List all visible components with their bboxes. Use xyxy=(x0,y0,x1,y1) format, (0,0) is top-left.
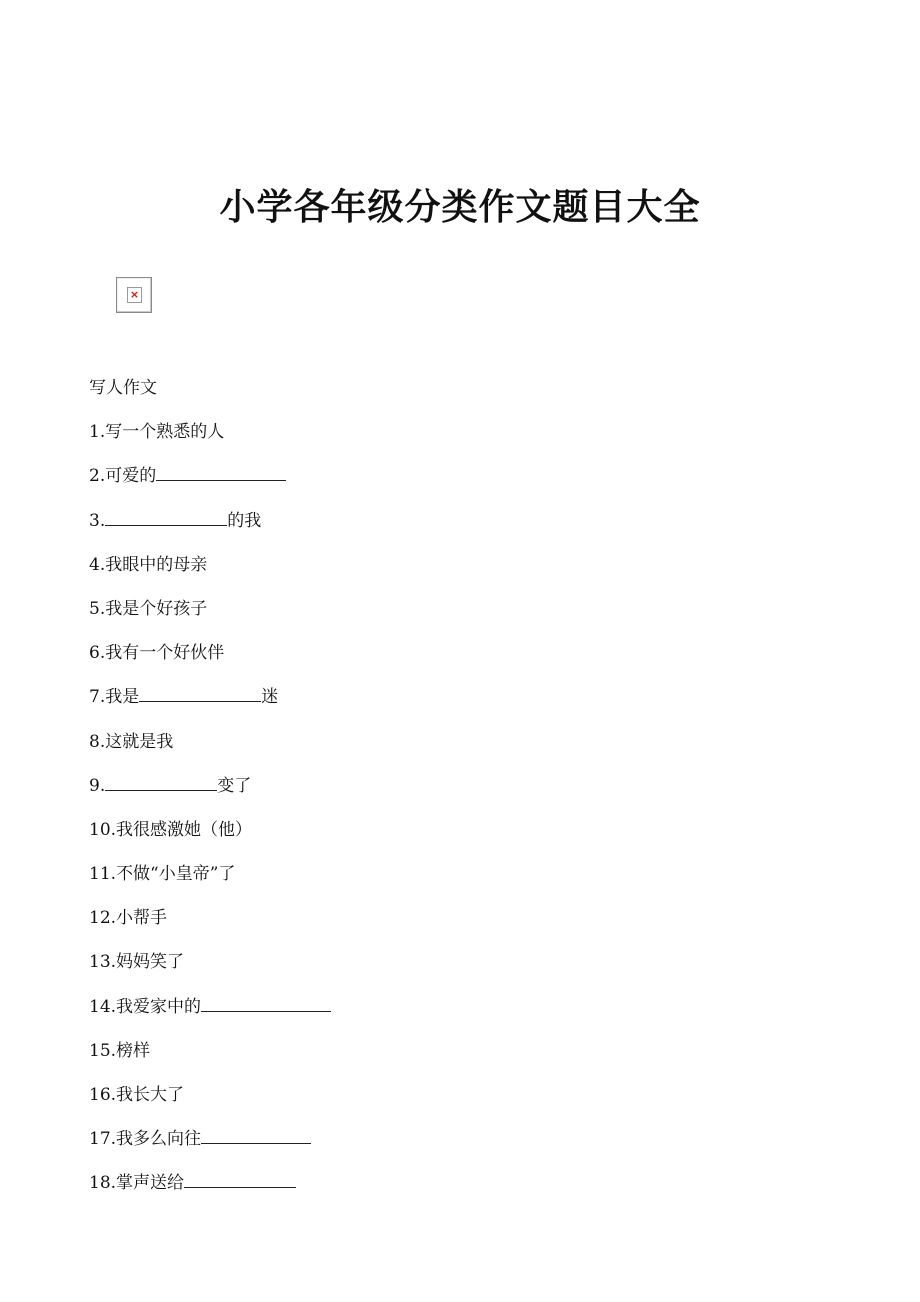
topic-text: 12.小帮手 xyxy=(89,908,168,929)
topic-item-8 xyxy=(89,730,849,774)
fill-in-blank xyxy=(105,774,217,791)
topic-text: 10.我很感激她（他） xyxy=(89,819,253,840)
topic-item-16 xyxy=(89,1083,849,1127)
topic-text-after: 迷 xyxy=(261,687,279,708)
topic-text: 13.妈妈笑了 xyxy=(89,952,185,973)
topic-text: 14.我爱家中的 xyxy=(89,996,202,1017)
topic-text: 7.我是 xyxy=(89,687,140,708)
red-x-icon: × xyxy=(129,288,140,301)
topic-item-12 xyxy=(89,906,849,950)
topic-text: 17.我多么向往 xyxy=(89,1129,202,1150)
topic-item-4 xyxy=(89,553,849,597)
topic-item-9 xyxy=(89,774,849,818)
topic-text: 6.我有一个好伙伴 xyxy=(89,643,225,664)
topic-item-6 xyxy=(89,641,849,685)
topic-item-3 xyxy=(89,509,849,553)
topic-text: 5.我是个好孩子 xyxy=(89,598,208,619)
topic-item-14 xyxy=(89,995,849,1039)
topic-text: 16.我长大了 xyxy=(89,1085,185,1105)
topic-text-after: 的我 xyxy=(227,510,262,531)
fill-in-blank xyxy=(105,509,227,526)
section-heading: 写人作文 xyxy=(89,378,157,398)
topic-item-7 xyxy=(89,685,849,729)
topic-item-18 xyxy=(89,1171,849,1215)
topic-item-1 xyxy=(89,420,849,464)
topic-item-10 xyxy=(89,818,849,862)
topic-text: 11.不做“小皇帝”了 xyxy=(89,864,236,885)
broken-image-icon xyxy=(116,277,152,313)
fill-in-blank xyxy=(201,995,331,1012)
broken-image-frame xyxy=(127,287,142,303)
page-title: 小学各年级分类作文题目大全 xyxy=(219,187,701,228)
topic-text: 3. xyxy=(89,510,106,531)
topic-item-13 xyxy=(89,950,849,994)
topic-text: 9. xyxy=(89,775,106,796)
topic-text: 4.我眼中的母亲 xyxy=(89,554,208,575)
topic-text: 15.榜样 xyxy=(89,1040,151,1061)
fill-in-blank xyxy=(184,1171,296,1188)
topic-item-2 xyxy=(89,464,849,508)
topic-item-17 xyxy=(89,1127,849,1171)
topic-text: 2.可爱的 xyxy=(89,466,157,487)
topic-item-11 xyxy=(89,862,849,906)
fill-in-blank xyxy=(139,685,261,702)
topic-item-5 xyxy=(89,597,849,641)
topic-text-after: 变了 xyxy=(217,775,252,796)
topic-text: 18.掌声送给 xyxy=(89,1173,185,1194)
essay-topic-list xyxy=(89,376,849,1216)
topic-text: 1.写一个熟悉的人 xyxy=(89,422,225,443)
topic-item-15 xyxy=(89,1039,849,1083)
fill-in-blank xyxy=(156,464,286,481)
fill-in-blank xyxy=(201,1127,311,1144)
topic-text: 8.这就是我 xyxy=(89,731,174,752)
